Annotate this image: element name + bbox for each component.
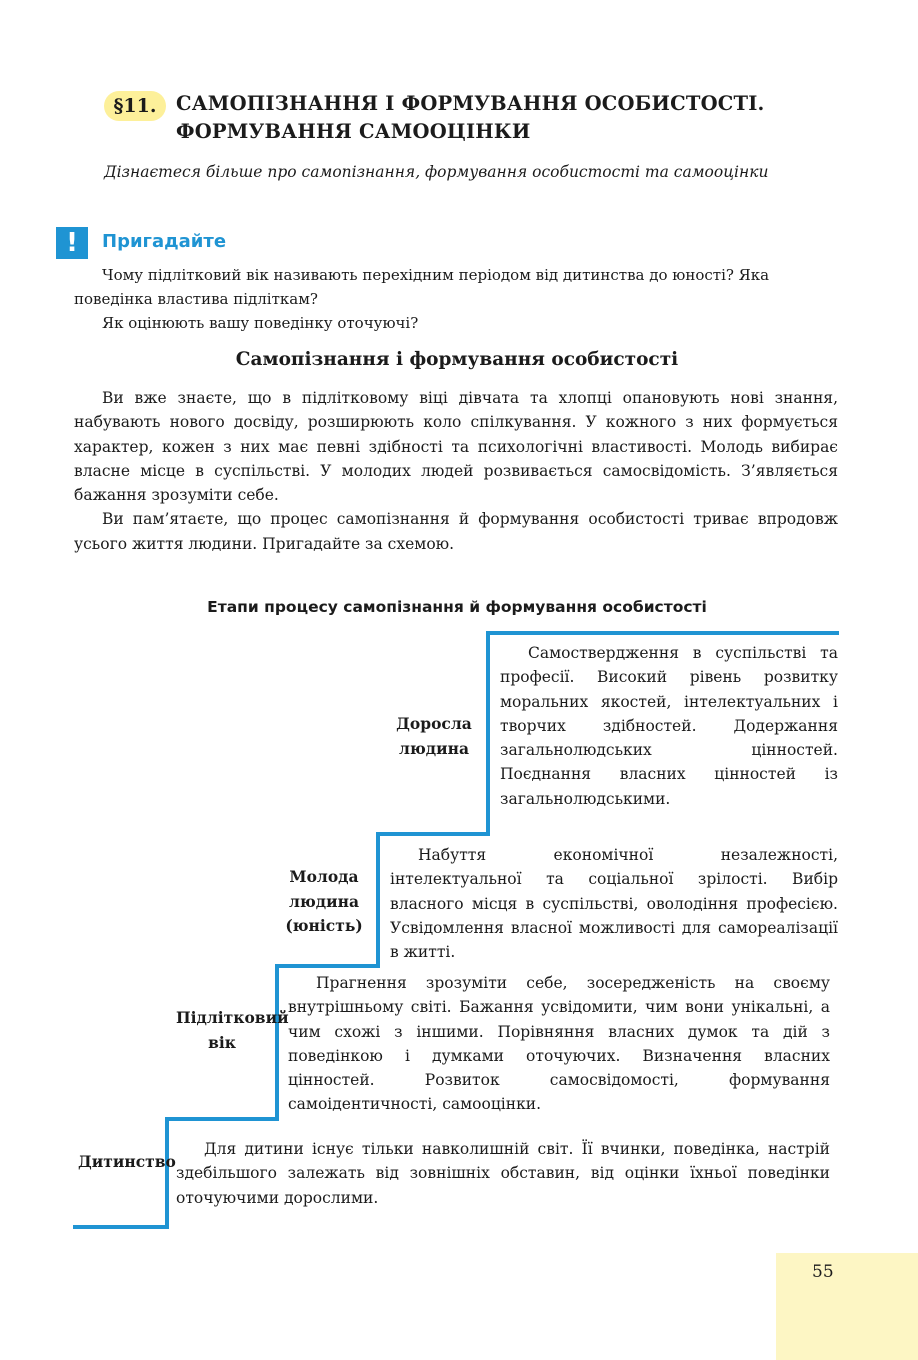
stage-text-youth: Набуття економічної незалежності, інтелектуальної та соціальної зрілості. Вибір власного місця в суспільстві, оволодіння професією. Усвідомлення власної можливості для самореалізації в житті. (390, 846, 838, 962)
exclamation-icon: ! (56, 227, 88, 259)
section-title: САМОПІЗНАННЯ І ФОРМУВАННЯ ОСОБИСТОСТІ. ФОРМУВАННЯ САМООЦІНКИ (176, 92, 765, 143)
question-2: Як оцінюють вашу поведінку оточуючі? (102, 314, 419, 332)
intro-text: Дізнаєтеся більше про самопізнання, формування особистості та самооцінки (104, 163, 769, 181)
subheading: Самопізнання і формування особистості (235, 349, 679, 370)
remember-heading: Пригадайте (102, 231, 227, 252)
stage-text-childhood: Для дитини існує тільки навколишній світ. Її вчинки, поведінка, настрій здебільшого залежать від зовнішніх обставин, від оцінки їхньої поведінки оточуючими дорослими. (176, 1140, 830, 1207)
stage-label-adult: Дорослa людина (396, 714, 472, 758)
stage-label-teen: Підлітковий вік (176, 1008, 289, 1052)
page-number: 55 (812, 1262, 834, 1282)
paragraph: Ви пам’ятаєте, що процес самопізнання й формування особистості триває впродовж усього життя людини. Пригадайте за схемою. (74, 510, 838, 553)
stage-text-adult: Самоствердження в суспільстві та професії. Високий рівень розвитку моральних якостей, інтелектуальних і творчих здібностей. Додержання загальнолюдських цінностей. Поєднання власних цінностей із загальнолюдськими. (500, 644, 838, 808)
stage-label-childhood: Дитинство (78, 1152, 176, 1171)
page-number-box (776, 1253, 918, 1360)
question-1: Чому підлітковий вік називають перехідним періодом від дитинства до юності? Яка поведінка властива підліткам? (74, 266, 770, 308)
section-number: §11. (104, 91, 166, 121)
stage-text-teen: Прагнення зрозуміти себе, зосередженість на своєму внутрішньому світі. Бажання усвідомити, чим вони унікальні, а чим схожі з іншими. Порівняння власних думок та дій з поведінкою і думками оточуючих. Визначення власних цінностей. Розвиток самосвідомості, формування самоідентичності, самооцінки. (288, 974, 830, 1114)
stage-label-youth: Молода людина (юність) (285, 867, 363, 935)
paragraph: Ви вже знаєте, що в підлітковому віці дівчата та хлопці опановують нові знання, набувають нового досвіду, розширюють коло спілкування. У кожного з них формується характер, кожен з них має певні здібності та психологічні властивості. Молодь вибирає власне місце в суспільстві. У молодих людей розвивається самосвідомість. З’являється бажання зрозуміти себе. (74, 389, 838, 505)
scheme-title: Етапи процесу самопізнання й формування особистості (207, 598, 707, 616)
